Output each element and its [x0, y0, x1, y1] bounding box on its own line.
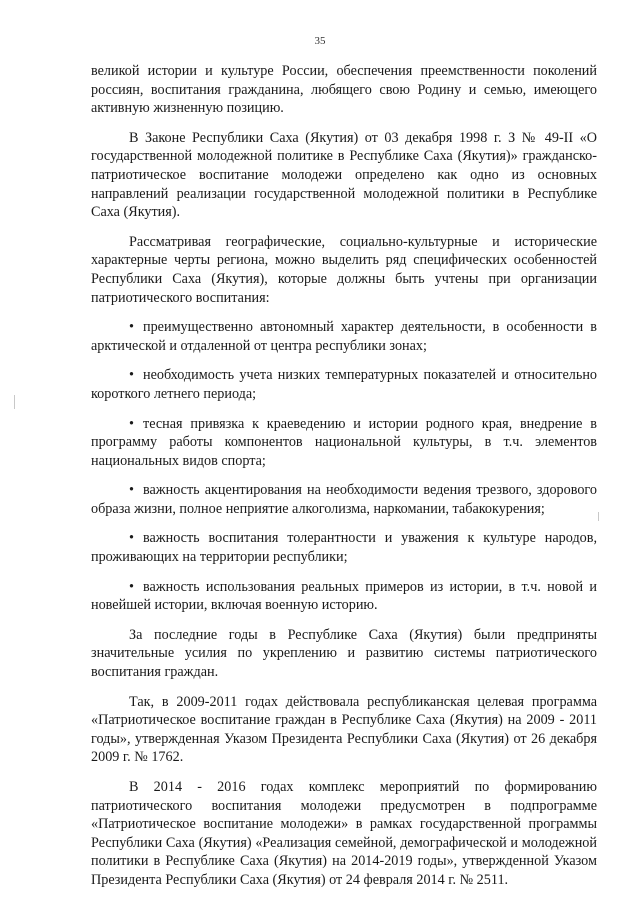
bullet-marker: • — [129, 482, 134, 499]
bullet-item — [91, 481, 597, 518]
bullet-marker: • — [129, 319, 134, 336]
bullet-item — [91, 529, 597, 566]
bullet-item — [91, 318, 597, 355]
bullet-marker: • — [129, 530, 134, 547]
document-body — [91, 62, 597, 890]
bullet-item — [91, 415, 597, 471]
paragraph-features-intro: Рассматривая географические, социально-культурные и исторические характерные черты региона, можно выделить ряд специфических особенностей Республики Саха (Якутия), которые должны быть учтены при организации патриотического воспитания: — [91, 233, 597, 306]
paragraph-efforts: За последние годы в Республике Саха (Якутия) были предприняты значительные усилия по укреплению и развитию системы патриотического воспитания граждан. — [91, 626, 597, 681]
scan-mark — [14, 395, 15, 409]
bullet-text: тесная привязка к краеведению и истории родного края, внедрение в программу работы компонентов национальной культуры, в т.ч. элементов национальных видов спорта; — [91, 415, 597, 469]
bullet-item — [91, 578, 597, 615]
paragraph-program-2009: Так, в 2009-2011 годах действовала республиканская целевая программа «Патриотическое воспитание граждан в Республике Саха (Якутия) на 2009 - 2011 годы», утвержденная Указом Президента Республики Саха (Якутия) от 26 декабря 2009 г. № 1762. — [91, 693, 597, 766]
paragraph-law: В Законе Республики Саха (Якутия) от 03 декабря 1998 г. З № 49-II «О государственной молодежной политике в Республике Саха (Якутия)» гражданско-патриотическое воспитание молодежи определено как одно из основных направлений реализации государственной молодежной политики в Республике Саха (Якутия). — [91, 129, 597, 221]
bullet-text: важность акцентирования на необходимости ведения трезвого, здорового образа жизни, полное неприятие алкоголизма, наркомании, табакокурения; — [91, 482, 597, 517]
bullet-text: важность воспитания толерантности и уважения к культуре народов, проживающих на территории республики; — [91, 530, 597, 566]
page-number: 35 — [314, 35, 326, 47]
bullet-item — [91, 366, 597, 403]
bullet-text: необходимость учета низких температурных показателей и относительно короткого летнего периода; — [91, 367, 597, 402]
paragraph-continuation: великой истории и культуре России, обеспечения преемственности поколений россиян, воспитания гражданина, любящего свою Родину и семью, имеющего активную жизненную позицию. — [91, 63, 597, 117]
bullet-marker: • — [129, 367, 134, 384]
bullet-marker: • — [129, 578, 134, 595]
scan-mark — [598, 512, 599, 521]
bullet-text: преимущественно автономный характер деятельности, в особенности в арктической и отдаленной от центра республики зонах; — [91, 319, 597, 354]
paragraph-program-2014: В 2014 - 2016 годах комплекс мероприятий по формированию патриотического воспитания молодежи предусмотрен в подпрограмме «Патриотическое воспитание молодежи» в рамках государственной программы Республики Саха (Якутия) «Реализация семейной, демографической и молодежной политики в Республике Саха (Якутия) на 2014-2019 годы», утвержденной Указом Президента Республики Саха (Якутия) от 24 февраля 2014 г. № 2511. — [91, 779, 597, 888]
bullet-marker: • — [129, 415, 134, 432]
bullet-text: важность использования реальных примеров из истории, в т.ч. новой и новейшей истории, включая военную историю. — [91, 578, 597, 614]
